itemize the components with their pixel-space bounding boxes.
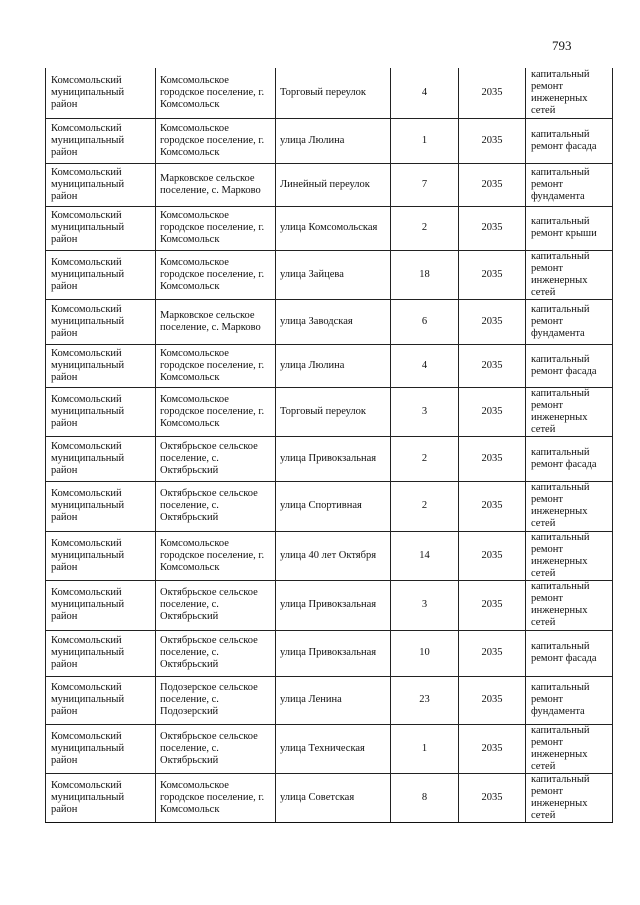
street-cell: улица 40 лет Октября (276, 531, 391, 580)
settlement-cell: Октябрьское сельское поселение, с. Октябрьский (156, 580, 276, 630)
work-type-cell: капитальный ремонт инженерных сетей (526, 724, 613, 773)
district-cell: Комсомольский муниципальный район (46, 163, 156, 206)
district-cell: Комсомольский муниципальный район (46, 773, 156, 822)
year-cell: 2035 (459, 580, 526, 630)
work-type-cell: капитальный ремонт крыши (526, 206, 613, 250)
settlement-cell: Подозерское сельское поселение, с. Подозерский (156, 676, 276, 724)
work-type-cell: капитальный ремонт фасада (526, 436, 613, 481)
year-cell: 2035 (459, 630, 526, 676)
table-row (46, 250, 613, 299)
street-cell: улица Спортивная (276, 481, 391, 531)
year-cell: 2035 (459, 344, 526, 387)
year-cell: 2035 (459, 531, 526, 580)
table-row (46, 436, 613, 481)
settlement-cell: Комсомольское городское поселение, г. Комсомольск (156, 344, 276, 387)
street-cell: улица Привокзальная (276, 630, 391, 676)
house-number-cell: 4 (391, 68, 459, 118)
street-cell: улица Привокзальная (276, 580, 391, 630)
street-cell: улица Зайцева (276, 250, 391, 299)
table-row (46, 299, 613, 344)
district-cell: Комсомольский муниципальный район (46, 724, 156, 773)
work-type-cell: капитальный ремонт инженерных сетей (526, 481, 613, 531)
page-number: 793 (552, 38, 572, 53)
house-number-cell: 14 (391, 531, 459, 580)
house-number-cell: 4 (391, 344, 459, 387)
table-row (46, 630, 613, 676)
settlement-cell: Октябрьское сельское поселение, с. Октябрьский (156, 481, 276, 531)
house-number-cell: 3 (391, 580, 459, 630)
district-cell: Комсомольский муниципальный район (46, 118, 156, 163)
table-row (46, 773, 613, 822)
street-cell: улица Люлина (276, 344, 391, 387)
year-cell: 2035 (459, 436, 526, 481)
year-cell: 2035 (459, 68, 526, 118)
settlement-cell: Октябрьское сельское поселение, с. Октябрьский (156, 630, 276, 676)
table-row (46, 481, 613, 531)
street-cell: улица Техническая (276, 724, 391, 773)
table-row (46, 163, 613, 206)
work-type-cell: капитальный ремонт инженерных сетей (526, 580, 613, 630)
year-cell: 2035 (459, 773, 526, 822)
table-row (46, 68, 613, 118)
table-row (46, 387, 613, 436)
work-type-cell: капитальный ремонт фасада (526, 344, 613, 387)
work-type-cell: капитальный ремонт инженерных сетей (526, 250, 613, 299)
table-row (46, 580, 613, 630)
house-number-cell: 8 (391, 773, 459, 822)
house-number-cell: 2 (391, 436, 459, 481)
district-cell: Комсомольский муниципальный район (46, 206, 156, 250)
settlement-cell: Марковское сельское поселение, с. Марково (156, 163, 276, 206)
house-number-cell: 18 (391, 250, 459, 299)
district-cell: Комсомольский муниципальный район (46, 344, 156, 387)
house-number-cell: 2 (391, 481, 459, 531)
work-type-cell: капитальный ремонт инженерных сетей (526, 68, 613, 118)
year-cell: 2035 (459, 299, 526, 344)
house-number-cell: 10 (391, 630, 459, 676)
district-cell: Комсомольский муниципальный район (46, 630, 156, 676)
settlement-cell: Комсомольское городское поселение, г. Комсомольск (156, 773, 276, 822)
street-cell: улица Советская (276, 773, 391, 822)
street-cell: улица Люлина (276, 118, 391, 163)
district-cell: Комсомольский муниципальный район (46, 676, 156, 724)
street-cell: улица Ленина (276, 676, 391, 724)
district-cell: Комсомольский муниципальный район (46, 68, 156, 118)
year-cell: 2035 (459, 724, 526, 773)
table-row (46, 206, 613, 250)
year-cell: 2035 (459, 250, 526, 299)
street-cell: улица Комсомольская (276, 206, 391, 250)
settlement-cell: Комсомольское городское поселение, г. Комсомольск (156, 118, 276, 163)
work-type-cell: капитальный ремонт фундамента (526, 676, 613, 724)
house-number-cell: 7 (391, 163, 459, 206)
work-type-cell: капитальный ремонт инженерных сетей (526, 531, 613, 580)
settlement-cell: Комсомольское городское поселение, г. Комсомольск (156, 531, 276, 580)
settlement-cell: Комсомольское городское поселение, г. Комсомольск (156, 250, 276, 299)
work-type-cell: капитальный ремонт фасада (526, 118, 613, 163)
district-cell: Комсомольский муниципальный район (46, 580, 156, 630)
settlement-cell: Комсомольское городское поселение, г. Комсомольск (156, 68, 276, 118)
year-cell: 2035 (459, 163, 526, 206)
year-cell: 2035 (459, 387, 526, 436)
house-number-cell: 2 (391, 206, 459, 250)
work-type-cell: капитальный ремонт инженерных сетей (526, 773, 613, 822)
street-cell: Линейный переулок (276, 163, 391, 206)
repair-schedule-table (45, 68, 613, 823)
street-cell: Торговый переулок (276, 68, 391, 118)
settlement-cell: Октябрьское сельское поселение, с. Октябрьский (156, 724, 276, 773)
district-cell: Комсомольский муниципальный район (46, 299, 156, 344)
street-cell: Торговый переулок (276, 387, 391, 436)
street-cell: улица Привокзальная (276, 436, 391, 481)
year-cell: 2035 (459, 206, 526, 250)
work-type-cell: капитальный ремонт фасада (526, 630, 613, 676)
district-cell: Комсомольский муниципальный район (46, 481, 156, 531)
district-cell: Комсомольский муниципальный район (46, 250, 156, 299)
house-number-cell: 3 (391, 387, 459, 436)
house-number-cell: 1 (391, 118, 459, 163)
year-cell: 2035 (459, 676, 526, 724)
table-row (46, 531, 613, 580)
district-cell: Комсомольский муниципальный район (46, 387, 156, 436)
work-type-cell: капитальный ремонт инженерных сетей (526, 387, 613, 436)
work-type-cell: капитальный ремонт фундамента (526, 163, 613, 206)
year-cell: 2035 (459, 481, 526, 531)
settlement-cell: Октябрьское сельское поселение, с. Октябрьский (156, 436, 276, 481)
district-cell: Комсомольский муниципальный район (46, 531, 156, 580)
settlement-cell: Марковское сельское поселение, с. Марково (156, 299, 276, 344)
table-row (46, 724, 613, 773)
house-number-cell: 6 (391, 299, 459, 344)
table-row (46, 676, 613, 724)
settlement-cell: Комсомольское городское поселение, г. Комсомольск (156, 206, 276, 250)
street-cell: улица Заводская (276, 299, 391, 344)
district-cell: Комсомольский муниципальный район (46, 436, 156, 481)
table-row (46, 118, 613, 163)
year-cell: 2035 (459, 118, 526, 163)
table-row (46, 344, 613, 387)
work-type-cell: капитальный ремонт фундамента (526, 299, 613, 344)
settlement-cell: Комсомольское городское поселение, г. Комсомольск (156, 387, 276, 436)
house-number-cell: 1 (391, 724, 459, 773)
house-number-cell: 23 (391, 676, 459, 724)
